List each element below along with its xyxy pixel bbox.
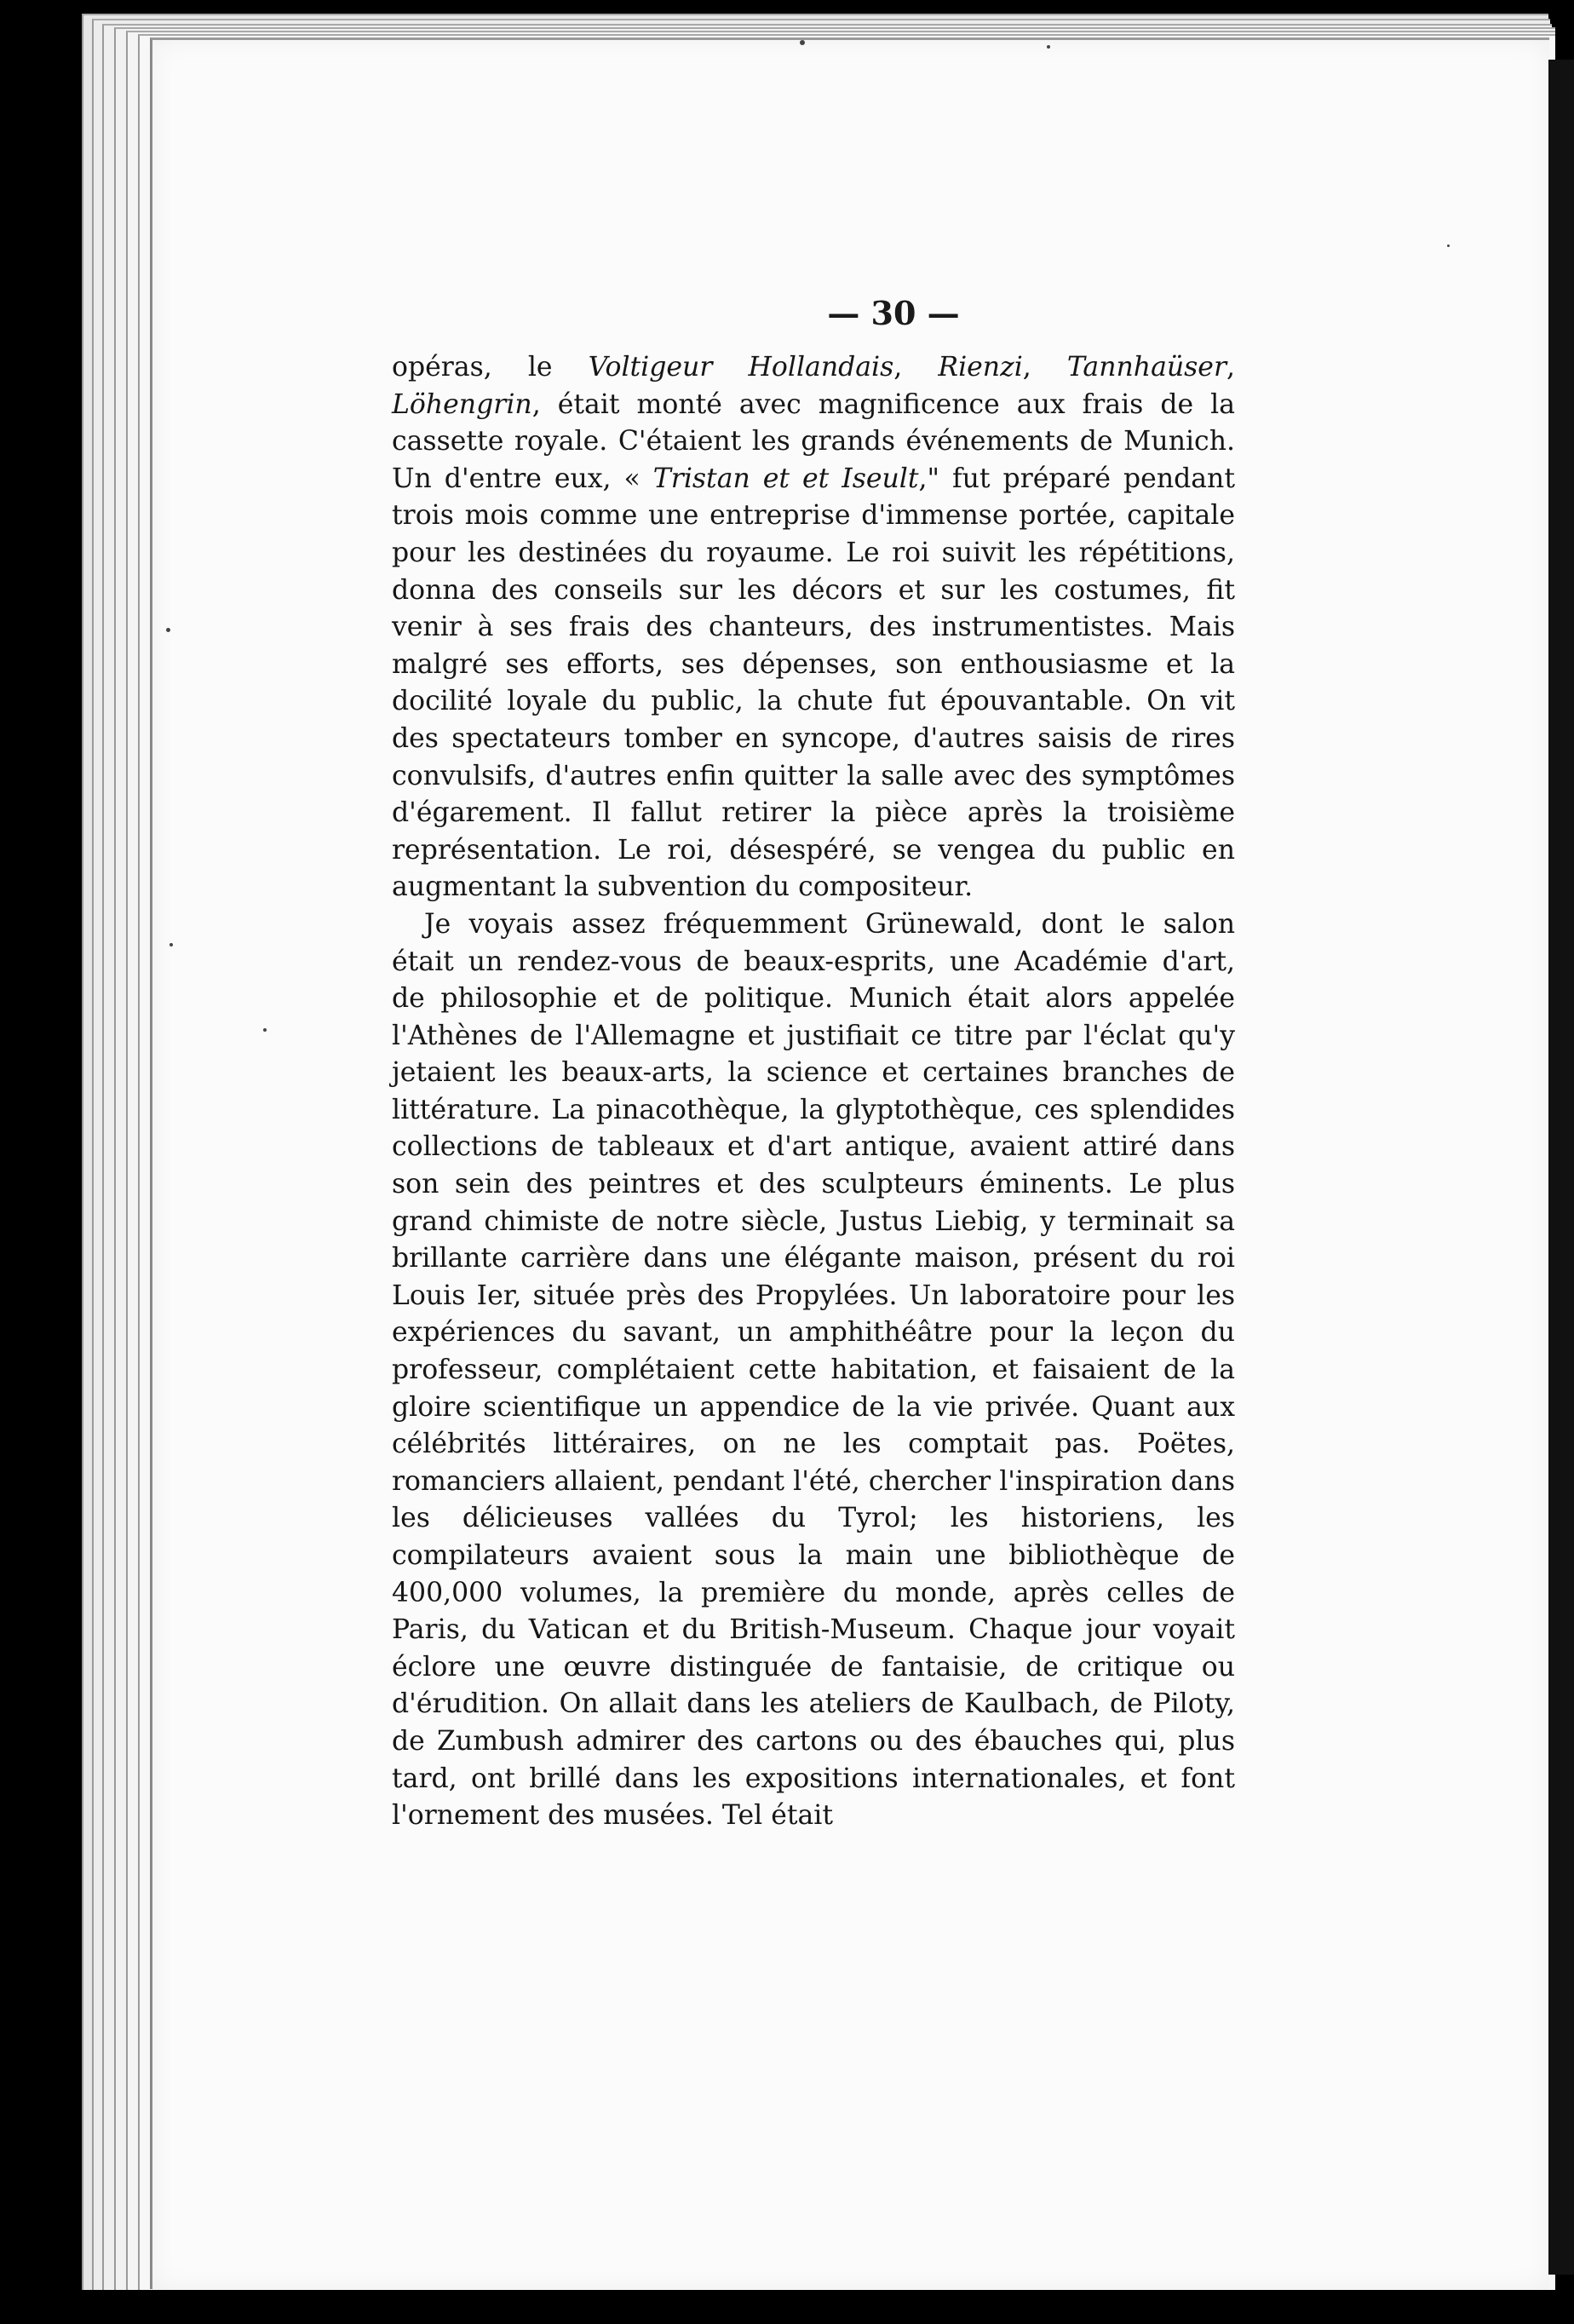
text-segment: , (1226, 352, 1236, 383)
paragraph-2 (392, 906, 1235, 1835)
text-segment: ," fut préparé pendant trois mois comme une entreprise d'immense portée, capitale pour les destinées du royaume. Le roi suivit les répétitions, donna des conseils sur les décors et sur les costumes, fit venir à ses frais des chanteurs, des instrumentistes. Mais malgré ses efforts, ses dépenses, son enthousiasme et la docilité loyale du public, la chute fut épouvantable. On vit des spectateurs tomber en syncope, d'autres saisis de rires convulsifs, d'autres enfin quitter la salle avec des symptômes d'égarement. Il fallut retirer la pièce après la troisième représentation. Le roi, désespéré, se vengea du public en augmentant la subvention du compositeur. (392, 463, 1235, 903)
body-text (392, 349, 1235, 1835)
text-segment: opéras, le (392, 352, 589, 383)
italic-title: Löhengrin (392, 388, 532, 420)
text-segment: Je voyais assez fréquemment Grünewald, dont le salon était un rendez-vous de beaux-esprits, une Académie d'art, de philosophie et de politique. Munich était alors appelée l'Athènes de l'Allemagne et justifiait ce titre par l'éclat qu'y jetaient les beaux-arts, la science et certaines branches de littérature. La pinacothèque, la glyptothèque, ces splendides collections de tableaux et d'art antique, avaient attiré dans son sein des peintres et des sculpteurs éminents. Le plus grand chimiste de notre siècle, Justus Liebig, y terminait sa brillante carrière dans une élégante maison, présent du roi Louis Ier, située près des Propylées. Un laboratoire pour les expériences du savant, un amphithéâtre pour la leçon du professeur, complétaient cette habitation, et faisaient de la gloire scientifique un appendice de la vie privée. Quant aux célébrités littéraires, on ne les comptait pas. Poëtes, romanciers allaient, pendant l'été, chercher l'inspiration dans les délicieuses vallées du Tyrol; les historiens, les compilateurs avaient sous la main une bibliothèque de 400,000 volumes, la première du monde, après celles de Paris, du Vatican et du British-Museum. Chaque jour voyait éclore une œuvre distinguée de fantaisie, de critique ou d'érudition. On allait dans les ateliers de Kaulbach, de Piloty, de Zumbush admirer des cartons ou des ébauches qui, plus tard, ont brillé dans les expositions internationales, et font l'ornement des musées. Tel était (392, 908, 1235, 1832)
paragraph-1 (392, 349, 1235, 906)
dust-speck (1447, 244, 1450, 247)
dust-speck (263, 1028, 267, 1032)
dust-speck (169, 943, 173, 946)
page-number: — 30 — (827, 294, 960, 332)
italic-title: Tristan et et Iseult (652, 463, 919, 494)
text-segment: , (893, 352, 939, 383)
italic-title: Rienzi (938, 352, 1023, 383)
dust-speck (1047, 45, 1050, 49)
dust-speck (800, 40, 805, 45)
text-segment: , était monté avec magnificence aux frais de la cassette royale. C'étaient les grands événements de Munich. Un d'entre eux, « (392, 388, 1235, 494)
italic-title: Voltigeur Hollandais (588, 352, 894, 383)
text-segment: , (1022, 352, 1067, 383)
dust-speck (166, 628, 170, 632)
scanner-shadow (1548, 60, 1574, 2275)
italic-title: Tannhaüser (1066, 352, 1226, 383)
